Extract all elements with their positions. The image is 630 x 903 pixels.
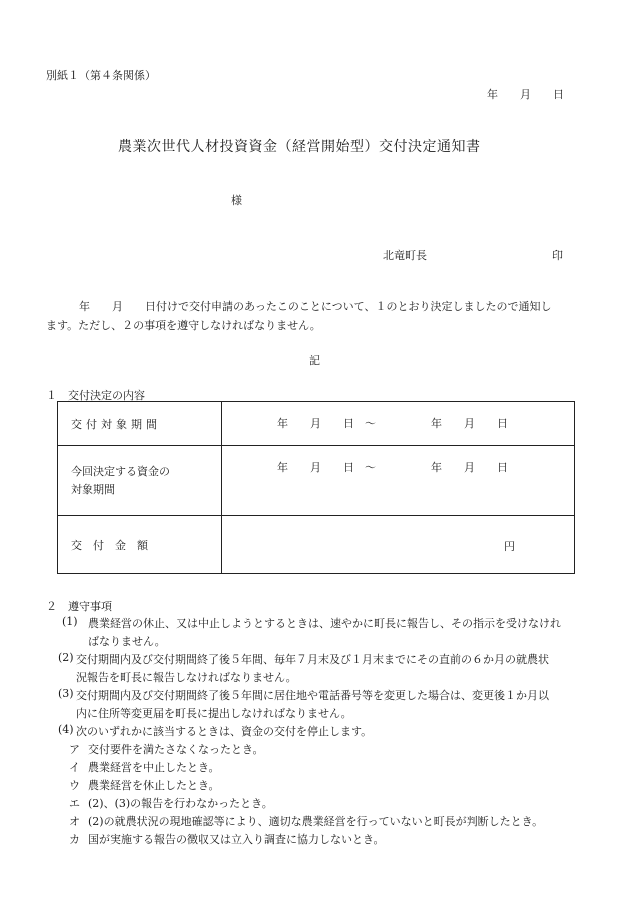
current-period-label	[58, 446, 222, 516]
rule-num-2: (2)	[58, 651, 74, 664]
amount-value	[222, 516, 575, 574]
sender-name: 北竜町長	[383, 249, 427, 262]
addressee-suffix: 様	[231, 194, 242, 207]
sub-mark-o: オ	[69, 815, 80, 828]
rule-text-2a: 交付期間内及び交付期間終了後５年間、毎年７月末及び１月末までにその直前の６か月の就農状	[76, 653, 549, 666]
intro-line-1: 年 月 日付けで交付申請のあったこのことについて、１のとおり決定しましたので通知し	[57, 300, 552, 313]
period-dates: 年 月 日 ～ 年 月 日	[277, 417, 508, 430]
rule-num-1: (1)	[62, 615, 78, 628]
current-period-label-2: 対象期間	[71, 482, 115, 496]
grant-table	[57, 401, 575, 574]
sub-text-ka: 国が実施する報告の徴収又は立入り調査に協力しないとき。	[88, 833, 385, 846]
section1-heading: １ 交付決定の内容	[46, 389, 145, 402]
ki-heading: 記	[309, 354, 320, 367]
sub-text-i: 農業経営を中止したとき。	[88, 761, 220, 774]
sub-mark-e: エ	[69, 797, 80, 810]
sub-mark-u: ウ	[69, 779, 80, 792]
rule-num-3: (3)	[58, 687, 74, 700]
period-value	[222, 402, 575, 446]
sub-mark-i: イ	[69, 761, 80, 774]
section2-heading: ２ 遵守事項	[46, 600, 112, 613]
rule-text-4: 次のいずれかに該当するときは、資金の交付を停止します。	[76, 725, 373, 738]
current-period-value	[222, 446, 575, 516]
rule-text-2b: 況報告を町長に報告しなければなりません。	[76, 671, 297, 684]
sub-text-o: (2)の就農状況の現地確認等により、適切な農業経営を行っていないと町長が判断したとき。	[88, 815, 544, 828]
rule-text-3a: 交付期間内及び交付期間終了後５年間に居住地や電話番号等を変更した場合は、変更後１か月以	[76, 689, 549, 702]
amount-label: 交 付 金 額	[58, 516, 222, 574]
current-period-label-1: 今回決定する資金の	[71, 464, 170, 478]
table-row	[58, 402, 575, 446]
sub-text-a: 交付要件を満たさなくなったとき。	[88, 743, 264, 756]
table-row	[58, 446, 575, 516]
seal-mark: 印	[552, 249, 563, 262]
sub-mark-ka: カ	[69, 833, 80, 846]
table-row	[58, 516, 575, 574]
rule-text-1a: 農業経営の休止、又は中止しようとするときは、速やかに町長に報告し、その指示を受けなけれ	[88, 617, 561, 630]
sub-mark-a: ア	[69, 743, 80, 756]
sub-text-e: (2)、(3)の報告を行わなかったとき。	[88, 797, 273, 810]
current-period-dates: 年 月 日 ～ 年 月 日	[277, 461, 508, 474]
intro-line-2: ます。ただし、２の事項を遵守しなければなりません。	[46, 319, 321, 332]
attachment-label: 別紙１（第４条関係）	[46, 69, 156, 82]
date-line: 年 月 日	[487, 88, 564, 101]
document-title: 農業次世代人材投資資金（経営開始型）交付決定通知書	[118, 139, 481, 155]
sub-text-u: 農業経営を休止したとき。	[88, 779, 220, 792]
rule-num-4: (4)	[58, 723, 74, 736]
yen-unit: 円	[504, 540, 515, 553]
rule-text-1b: ばなりません。	[88, 635, 166, 648]
rule-text-3b: 内に住所等変更届を町長に提出しなければなりません。	[76, 707, 352, 720]
period-label: 交付対象期間	[58, 402, 222, 446]
